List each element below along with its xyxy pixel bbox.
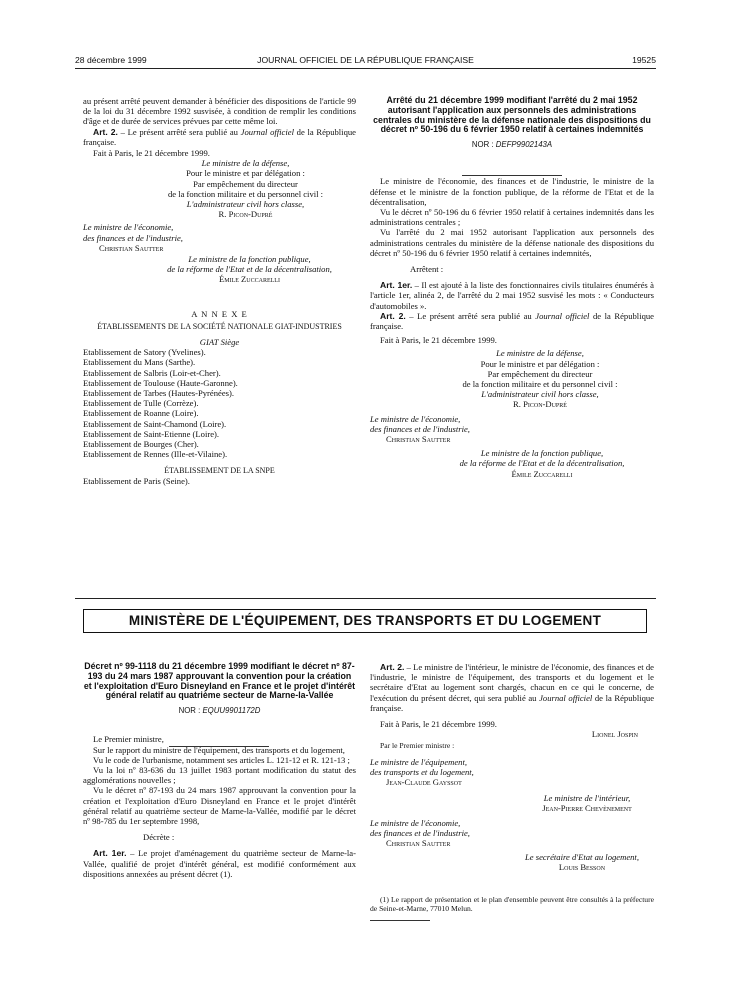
- list-item: Etablissement de Tarbes (Hautes-Pyrénées).: [83, 388, 235, 399]
- etablissements-title: ÉTABLISSEMENTS DE LA SOCIÉTÉ NATIONALE GIAT-INDUSTRIES: [97, 321, 342, 331]
- signature-line: L'administrateur civil hors classe,: [186, 199, 305, 210]
- paragraph: Vu l'arrêté du 2 mai 1952 autorisant l'application aux personnels des administrations centrales du ministère de la défense nationale des dispositions du décret nº 50-196 du 6 février 1950 relatif à certaines indemnités,: [370, 227, 654, 258]
- signatory-name: Louis Besson: [558, 862, 606, 873]
- signature-line: des finances et de l'industrie,: [370, 827, 470, 838]
- signature-line: Le ministre de l'économie,: [83, 222, 174, 233]
- signature-line: Par empêchement du directeur: [193, 178, 298, 189]
- article-text: de la République française.: [370, 692, 655, 713]
- signature-line: Le ministre de l'intérieur,: [543, 793, 631, 804]
- signatory-name: Christian Sautter: [386, 434, 451, 445]
- signature-block-economie: [83, 222, 356, 253]
- fait-a-paris: Fait à Paris, le 21 décembre 1999.: [380, 719, 497, 730]
- article-text: – Le présent arrêté sera publié au: [117, 126, 241, 137]
- left-top-column: [83, 96, 356, 486]
- right-bottom-column: [370, 662, 654, 913]
- article-text: – Le présent arrêté sera publié au: [405, 310, 536, 321]
- paragraph: Le Premier ministre,: [93, 734, 164, 745]
- fait-a-paris: Fait à Paris, le 21 décembre 1999.: [93, 148, 210, 159]
- snpe-title: ÉTABLISSEMENT DE LA SNPE: [164, 465, 275, 475]
- header-journal-title: JOURNAL OFFICIEL DE LA RÉPUBLIQUE FRANÇAISE: [257, 55, 474, 65]
- signature-block-defense: [370, 348, 654, 409]
- signature-line: Le ministre de l'économie,: [370, 817, 461, 828]
- signature-line: des finances et de l'industrie,: [370, 423, 470, 434]
- signature-block-fonction-publique: [83, 254, 356, 285]
- signature-line: Le secrétaire d'Etat au logement,: [525, 852, 639, 863]
- header-date: 28 décembre 1999: [75, 55, 147, 65]
- page-header: [75, 55, 656, 67]
- etablissements-list: [83, 347, 356, 459]
- nor-label: NOR :: [178, 706, 203, 716]
- list-item: Etablissement de Saint-Chamond (Loire).: [83, 418, 227, 429]
- signatory-name: Christian Sautter: [99, 242, 164, 253]
- fait-a-paris: Fait à Paris, le 21 décembre 1999.: [380, 335, 497, 346]
- left-bottom-column: [83, 662, 356, 879]
- separator: [462, 175, 562, 176]
- signatory-name: Lionel Jospin: [591, 729, 638, 740]
- decrete: Décrète :: [143, 832, 175, 843]
- nor-label: NOR :: [471, 140, 496, 150]
- signature-line: Pour le ministre et par délégation :: [186, 168, 305, 179]
- article-2: [83, 127, 356, 147]
- signature-line: Le ministre de la défense,: [201, 158, 290, 169]
- list-item: Etablissement de Toulouse (Haute-Garonne).: [83, 377, 238, 388]
- separator: [169, 746, 269, 747]
- nor-code: DEFP9902143A: [495, 140, 553, 150]
- list-item: Etablissement de Paris (Seine).: [83, 475, 190, 486]
- signature-block-economie: [370, 818, 654, 849]
- paragraph: Sur le rapport du ministre de l'équipement, des transports et du logement,: [93, 744, 345, 755]
- article-text: – Il est ajouté à la liste des fonctionnaires civils titulaires énumérés à l'article 1er, alinéa 2, de l'arrêté du 2 mai 1952 susvisé les mots : « Conducteurs d'automobiles ».: [370, 280, 654, 311]
- paragraph: Vu la loi nº 83-636 du 13 juillet 1983 portant modification du statut des agglomérations nouvelles ;: [83, 765, 356, 786]
- article-text: – Le projet d'aménagement du quatrième secteur de Marne-la-Vallée, qualifié de projet d'intérêt général, est modifié conformément aux dispositions annexées au présent décret (1).: [83, 848, 356, 879]
- right-top-column: [370, 96, 654, 479]
- signatory-name: Christian Sautter: [386, 838, 451, 849]
- article-2: [370, 311, 654, 331]
- list-item: Etablissement du Mans (Sarthe).: [83, 357, 196, 368]
- signature-line: de la réforme de l'Etat et de la décentralisation,: [459, 458, 625, 469]
- signature-line: Le ministre de la fonction publique,: [188, 254, 311, 265]
- signature-block-economie: [370, 414, 654, 445]
- signature-line: de la réforme de l'Etat et de la décentralisation,: [167, 264, 332, 275]
- signature-line: Pour le ministre et par délégation :: [480, 358, 600, 369]
- article-text: de la République française.: [83, 126, 356, 147]
- list-item: Etablissement de Saint-Etienne (Loire).: [83, 428, 220, 439]
- signature-line: L'administrateur civil hors classe,: [481, 389, 599, 400]
- paragraph: Vu le code de l'urbanisme, notamment ses articles L. 121-12 et R. 121-13 ;: [93, 754, 350, 765]
- signature-block-equipement: [370, 757, 654, 788]
- signature-line: des transports et du logement,: [370, 766, 474, 777]
- article-1: [83, 848, 356, 879]
- signatory-name: Jean-Claude Gayssot: [386, 777, 462, 788]
- signatory-name: R. Picon-Dupré: [513, 399, 567, 410]
- par-le-premier-ministre: Par le Premier ministre :: [380, 741, 455, 751]
- signatory-name: Émile Zuccarelli: [511, 468, 573, 479]
- ministry-banner: MINISTÈRE DE L'ÉQUIPEMENT, DES TRANSPORTS ET DU LOGEMENT: [83, 609, 647, 633]
- paragraph: au présent arrêté peuvent demander à bénéficier des dispositions de l'article 99 de la loi du 31 décembre 1992 susvisée, à condition de remplir les conditions d'âge et de durée de services prévues par cette même loi.: [83, 96, 356, 127]
- paragraph: Vu le décret nº 87-193 du 24 mars 1987 approuvant la convention pour la création et l'exploitation d'Euro Disneyland en France et le projet d'intérêt général relatif au quatrième secteur de Marne-la-Vallée, modifié par le décret nº 98-785 du 1er septembre 1998,: [83, 785, 356, 827]
- header-page-number: 19525: [632, 55, 656, 65]
- signature-line: Par empêchement du directeur: [487, 368, 593, 379]
- decret-title: Décret nº 99-1118 du 21 décembre 1999 modifiant le décret nº 87-193 du 24 mars 1987 approuvant la convention pour la création et l'exploitation d'Euro Disneyland en France et le projet d'intérêt général relatif au quatrième secteur de Marne-la-Vallée: [83, 661, 356, 701]
- article-label: Art. 1er.: [380, 280, 413, 291]
- header-rule: [75, 68, 656, 69]
- article-label: Art. 1er.: [93, 848, 127, 859]
- section-rule: [75, 598, 656, 599]
- article-2: [370, 662, 654, 713]
- paragraph: Le ministre de l'économie, des finances et de l'industrie, le ministre de la défense et le ministre de la fonction publique, de la réforme de l'Etat et de la décentralisation,: [370, 176, 654, 207]
- journal-officiel-italic: Journal officiel: [539, 692, 593, 703]
- article-1: [370, 280, 654, 311]
- paragraph: Vu le décret nº 50-196 du 6 février 1950 relatif à certaines indemnités dans les administrations centrales ;: [370, 207, 654, 228]
- arrete-body: [370, 176, 654, 478]
- arrete-title: Arrêté du 21 décembre 1999 modifiant l'arrêté du 2 mai 1952 autorisant l'application aux personnels des administrations centrales du ministère de la défense nationale des dispositions du décret nº 50-196 du 6 février 1950 relatif à certaines indemnités: [373, 95, 651, 135]
- nor-reference: [370, 140, 654, 150]
- signatory-name: Émile Zuccarelli: [219, 274, 280, 285]
- journal-officiel-italic: Journal officiel: [240, 126, 294, 137]
- list-item: Etablissement de Roanne (Loire).: [83, 408, 199, 419]
- signature-line: Le ministre de l'économie,: [370, 413, 461, 424]
- list-item: Etablissement de Salbris (Loir-et-Cher).: [83, 367, 221, 378]
- signature-line: des finances et de l'industrie,: [83, 232, 183, 243]
- article-label: Art. 2.: [93, 126, 118, 137]
- article-label: Art. 2.: [380, 310, 406, 321]
- signature-line: Le ministre de la défense,: [496, 348, 584, 359]
- signature-line: Le ministre de la fonction publique,: [480, 448, 604, 459]
- list-item: Etablissement de Rennes (Ille-et-Vilaine).: [83, 449, 228, 460]
- giat-siege: GIAT Siège: [199, 337, 240, 348]
- signatory-name: Jean-Pierre Chevènement: [542, 803, 632, 814]
- signature-line: de la fonction militaire et du personnel civil :: [462, 379, 618, 390]
- article-text: – Le ministre de l'intérieur, le ministre de l'économie, des finances et de l'industrie, le ministre de l'équipement, des transports et du logement et le secrétaire d'Etat au logement sont chargés, chacun en ce qui le concerne, de l'exécution du présent décret, qui sera publié au: [370, 662, 654, 703]
- decret-body: [83, 734, 356, 879]
- article-text: de la République française.: [370, 310, 654, 332]
- arretent: Arrêtent :: [410, 264, 444, 275]
- signature-block-logement: [370, 852, 654, 872]
- list-item: Etablissement de Satory (Yvelines).: [83, 347, 206, 358]
- list-item: Etablissement de Bourges (Cher).: [83, 439, 199, 450]
- signature-block-defense: [83, 158, 356, 219]
- signature-line: Le ministre de l'équipement,: [370, 756, 467, 767]
- nor-code: EQUU9901172D: [202, 706, 261, 716]
- article-label: Art. 2.: [380, 662, 405, 672]
- list-item: Etablissement de Tulle (Corrèze).: [83, 398, 199, 409]
- signature-block-interieur: [370, 793, 654, 813]
- annexe-heading: A N N E X E: [191, 308, 248, 319]
- footnote-separator: [370, 920, 430, 921]
- nor-reference: [83, 706, 356, 716]
- signatory-name: R. Picon-Dupré: [218, 209, 273, 220]
- footnote: (1) Le rapport de présentation et le plan d'ensemble peuvent être consultés à la préfecture de Seine-et-Marne, 77010 Melun.: [370, 894, 654, 913]
- signature-block-fonction-publique: [370, 448, 654, 479]
- signature-line: de la fonction militaire et du personnel civil :: [167, 188, 324, 199]
- journal-officiel-italic: Journal officiel: [535, 310, 590, 321]
